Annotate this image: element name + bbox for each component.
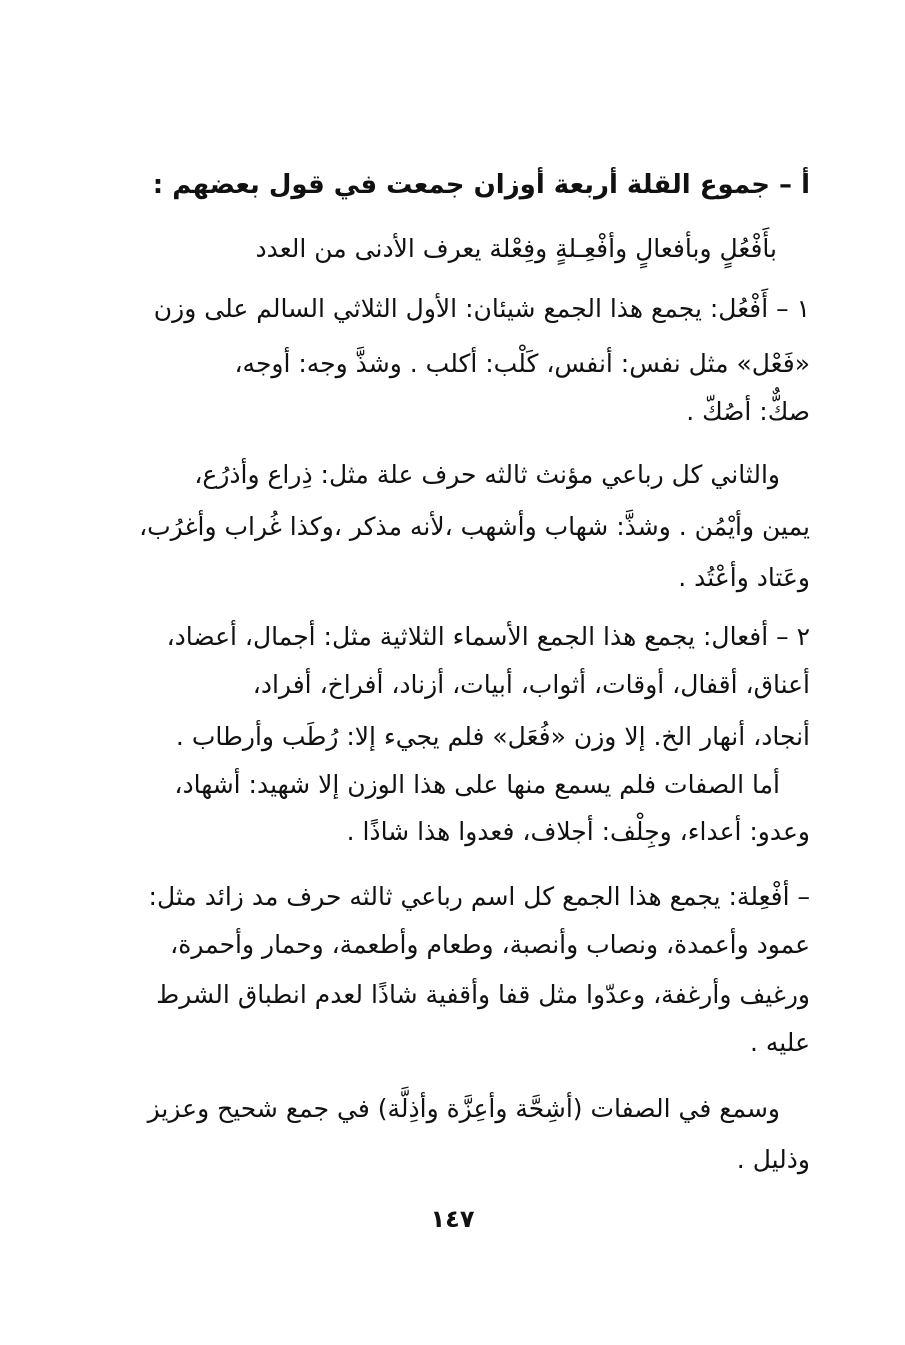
s3-line-2: عمود وأعمدة، ونصاب وأنصبة، وطعام وأطعمة، وحمار وأحمرة، (170, 930, 810, 959)
s1-line-1: ١ – أَفْعُل: يجمع هذا الجمع شيئان: الأول الثلاثي السالم على وزن (153, 294, 810, 323)
s1-line-3: صكٌّ: أصُكّ . (686, 397, 810, 426)
s2-line-5: وعدو: أعداء، وجِلْف: أجلاف، فعدوا هذا شاذًا . (346, 817, 810, 846)
s3-line-4: عليه . (749, 1028, 810, 1057)
page-number: ١٤٧ (430, 1205, 475, 1233)
section-heading: أ – جموع القلة أربعة أوزان جمعت في قول بعضهم : (152, 170, 810, 200)
s2-line-3: أنجاد، أنهار الخ. إلا وزن «فُعَل» فلم يجيء إلا: رُطَب وأرطاب . (175, 722, 810, 751)
s3-line-3: ورغيف وأرغفة، وعدّوا مثل قفا وأقفية شاذًا لعدم انطباق الشرط (156, 980, 810, 1009)
s2-line-1: ٢ – أفعال: يجمع هذا الجمع الأسماء الثلاثية مثل: أجمال، أعضاد، (166, 622, 810, 651)
s2-line-4: أما الصفات فلم يسمع منها على هذا الوزن إلا شهيد: أشهاد، (174, 770, 780, 799)
s1-line-2: «فَعْل» مثل نفس: أنفس، كَلْب: أكلب . وشذَّ وجه: أوجه، (234, 349, 810, 378)
s1b-line-2: يمين وأيْمُن . وشذَّ: شهاب وأشهب ،لأنه مذكر ،وكذا غُراب وأغرُب، (139, 512, 810, 541)
s3-line-1: – أفْعِلة: يجمع هذا الجمع كل اسم رباعي ثالثه حرف مد زائد مثل: (148, 882, 810, 911)
verse-line: بأَفْعُلٍ وبأفعالٍ وأفْعِـلةٍ وفِعْلة يعرف الأدنى من العدد (255, 234, 777, 263)
s4-line-2: وذليل . (736, 1145, 810, 1174)
s2-line-2: أعناق، أقفال، أوقات، أثواب، أبيات، أزناد، أفراخ، أفراد، (252, 670, 810, 699)
s4-line-1: وسمع في الصفات (أشِحَّة وأعِزَّة وأذِلَّة) في جمع شحيح وعزيز (147, 1094, 780, 1123)
s1b-line-3: وعَتاد وأعْتُد . (678, 563, 810, 592)
s1b-line-1: والثاني كل رباعي مؤنث ثالثه حرف علة مثل: ذِراع وأذرُع، (194, 460, 780, 489)
